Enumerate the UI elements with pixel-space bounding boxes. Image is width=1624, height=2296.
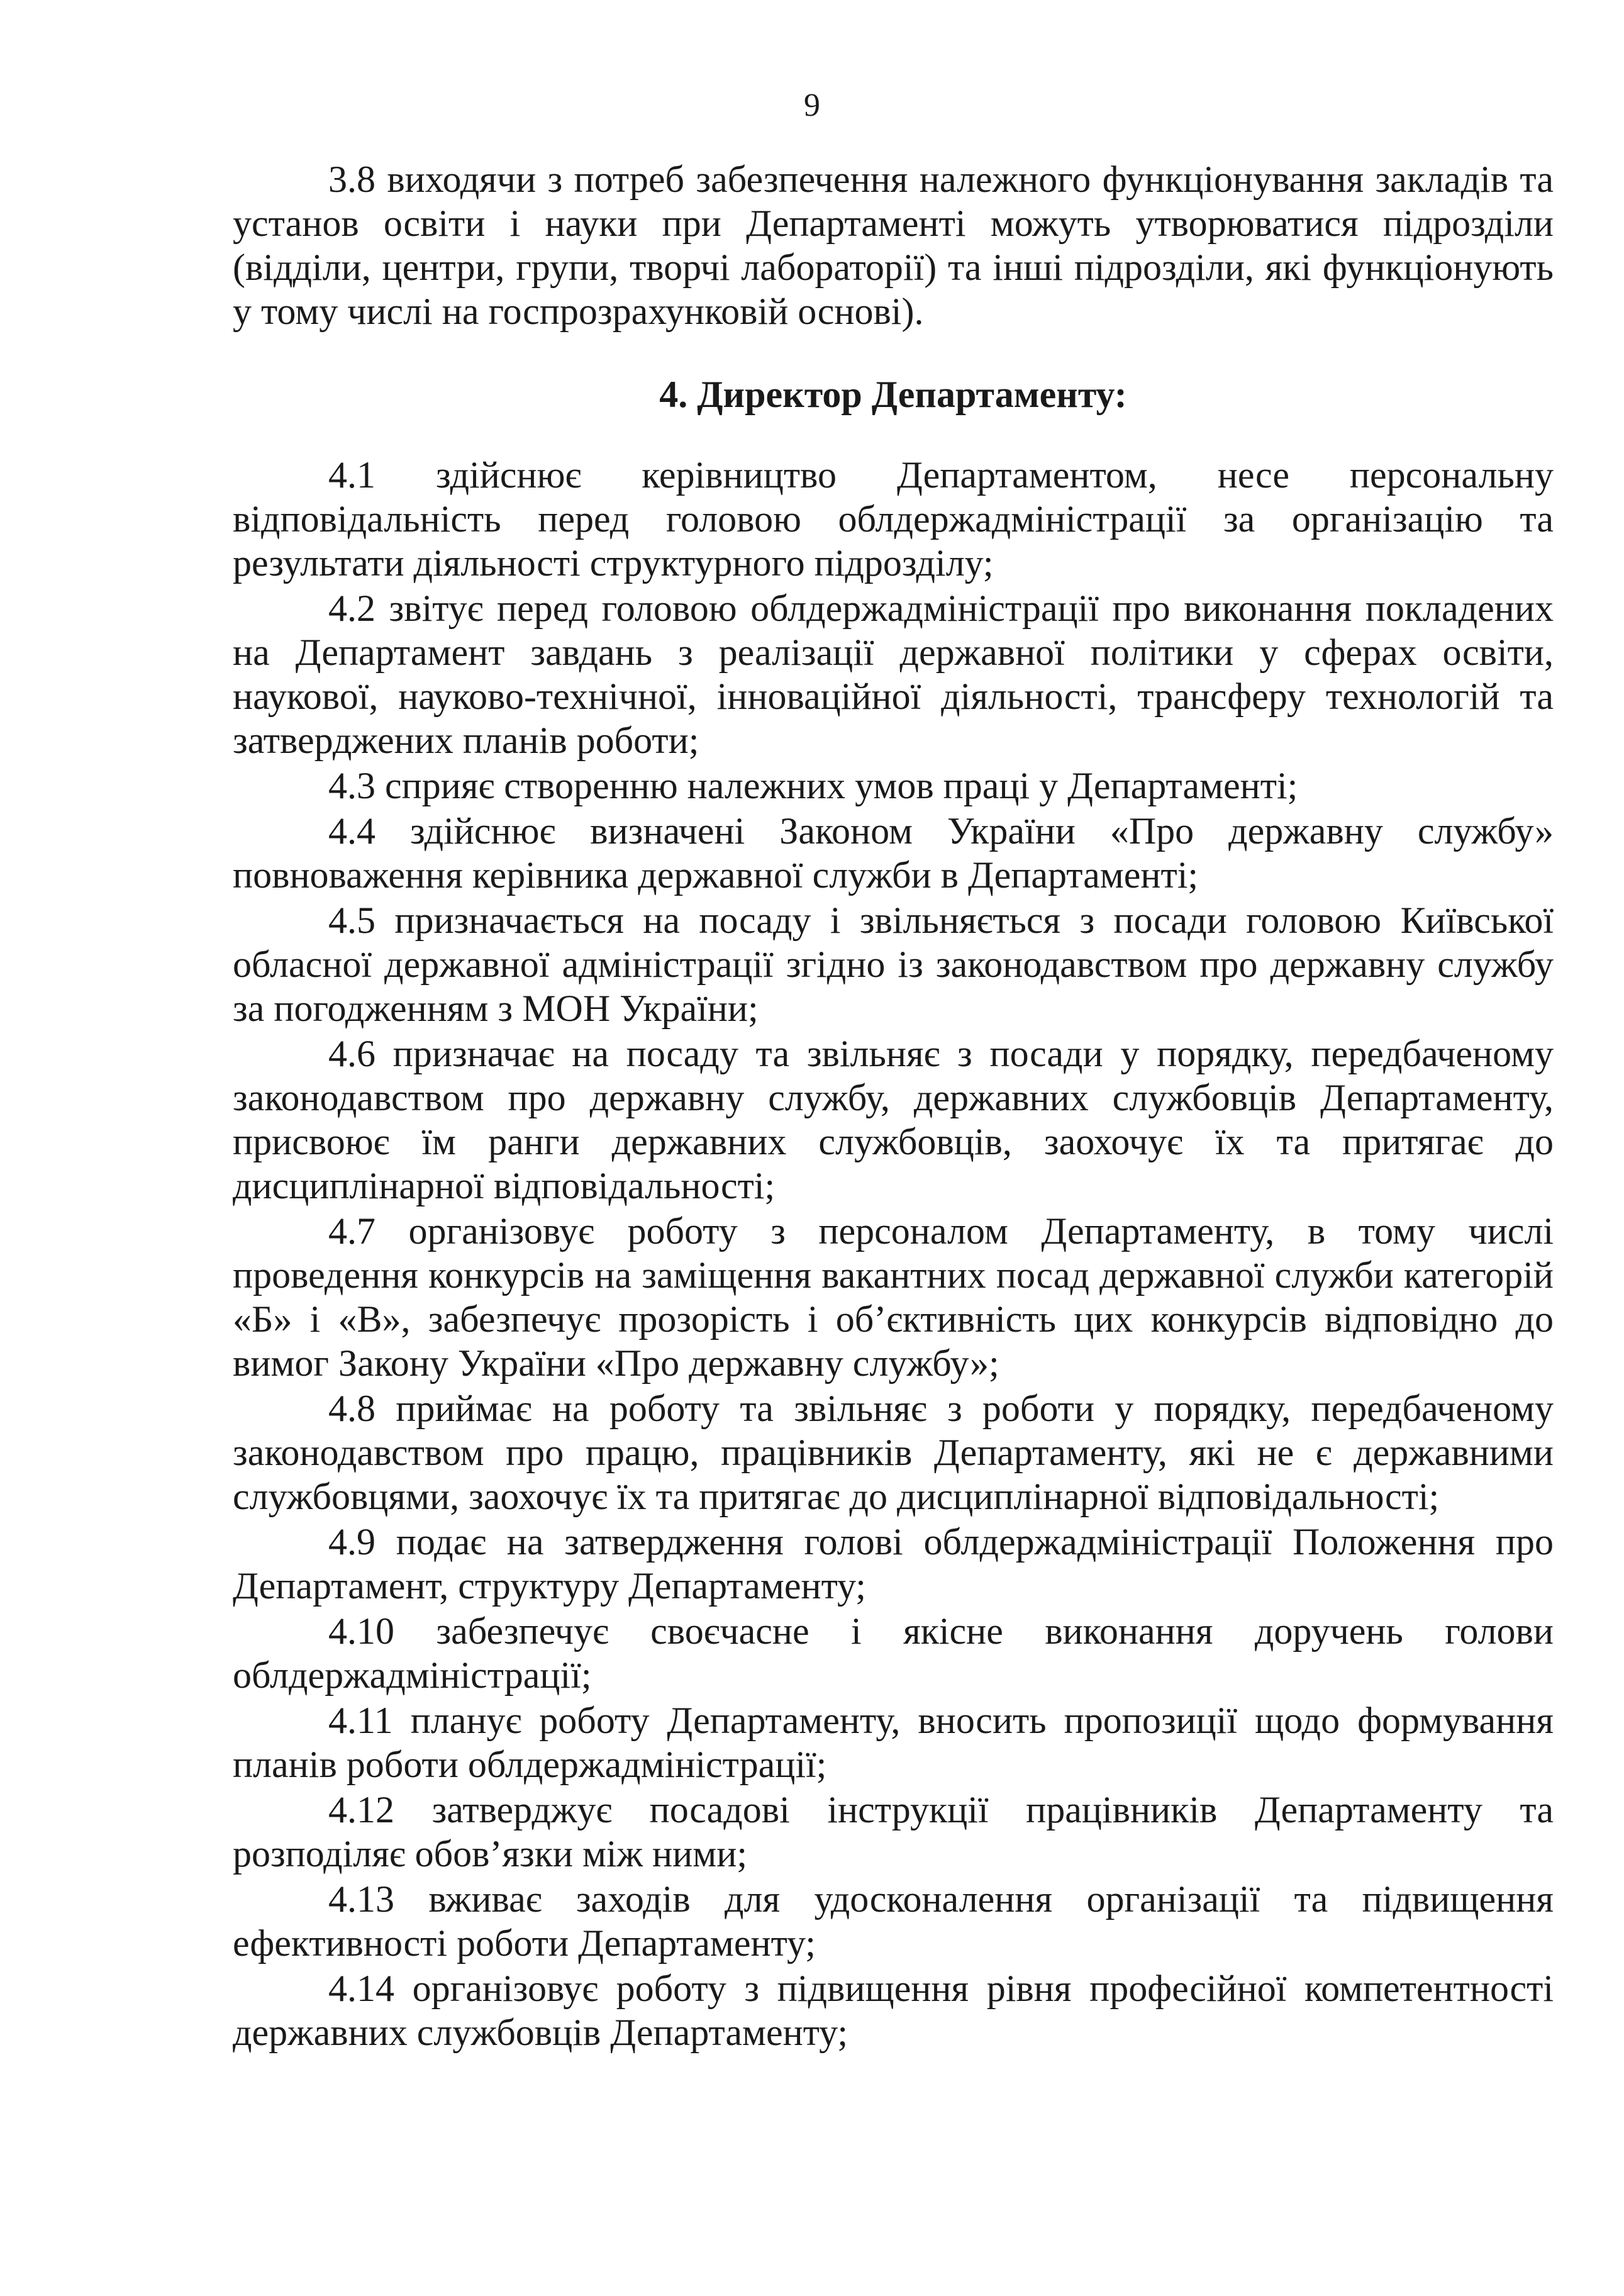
paragraph-4-12: 4.12 затверджує посадові інструкції працівників Департаменту та розподіляє обов’язки між ними; xyxy=(233,1789,1554,1875)
paragraph-4-7: 4.7 організовує роботу з персоналом Департаменту, в тому числі проведення конкурсів на заміщення вакантних посад державної служби категорій «Б» і «В», забезпечує прозорість і об’єктивність цих конкурсів відповідно до вимог Закону України «Про державну службу»; xyxy=(233,1210,1554,1384)
paragraph-4-1: 4.1 здійснює керівництво Департаментом, несе персональну відповідальність перед головою облдержадміністрації за організацію та результати діяльності структурного підрозділу; xyxy=(233,454,1554,584)
paragraph-4-4: 4.4 здійснює визначені Законом України «Про державну службу» повноваження керівника державної служби в Департаменті; xyxy=(233,810,1554,896)
paragraph-4-2: 4.2 звітує перед головою облдержадміністрації про виконання покладених на Департамент завдань з реалізації державної політики у сферах освіти, наукової, науково-технічної, інноваційної діяльності, трансферу технологій та затверджених планів роботи; xyxy=(233,588,1554,761)
paragraph-4-13: 4.13 вживає заходів для удосконалення організації та підвищення ефективності роботи Департаменту; xyxy=(233,1878,1554,1964)
paragraph-4-11: 4.11 планує роботу Департаменту, вносить пропозиції щодо формування планів роботи облдержадміністрації; xyxy=(233,1700,1554,1785)
paragraph-4-9: 4.9 подає на затвердження голові облдержадміністрації Положення про Департамент, структуру Департаменту; xyxy=(233,1521,1554,1607)
section-heading: 4. Директор Департаменту: xyxy=(659,374,1127,415)
paragraph-4-6: 4.6 призначає на посаду та звільняє з посади у порядку, передбаченому законодавством про державну службу, державних службовців Департаменту, присвоює їм ранги державних службовців, заохочує їх та притягає до дисциплінарної відповідальності; xyxy=(233,1033,1554,1207)
paragraph-4-14: 4.14 організовує роботу з підвищення рівня професійної компетентності державних службовців Департаменту; xyxy=(233,1968,1554,2053)
paragraph-4-8: 4.8 приймає на роботу та звільняє з роботи у порядку, передбаченому законодавством про працю, працівників Департаменту, які не є державними службовцями, заохочує їх та притягає до дисциплінарної відповідальності; xyxy=(233,1388,1554,1517)
paragraph-4-10: 4.10 забезпечує своєчасне і якісне виконання доручень голови облдержадміністрації; xyxy=(233,1610,1554,1696)
document-body xyxy=(233,157,1554,2056)
page-number: 9 xyxy=(804,87,820,123)
paragraph-3-8: 3.8 виходячи з потреб забезпечення належного функціонування закладів та установ освіти і науки при Департаменті можуть утворюватися підрозділи (відділи, центри, групи, творчі лабораторії) та інші підрозділи, які функціонують у тому числі на госпрозрахунковій основі). xyxy=(233,159,1554,332)
paragraph-4-3: 4.3 сприяє створенню належних умов праці у Департаменті; xyxy=(328,765,1298,806)
paragraph-4-5: 4.5 призначається на посаду і звільняється з посади головою Київської обласної державної адміністрації згідно із законодавством про державну службу за погодженням з МОН України; xyxy=(233,900,1554,1029)
